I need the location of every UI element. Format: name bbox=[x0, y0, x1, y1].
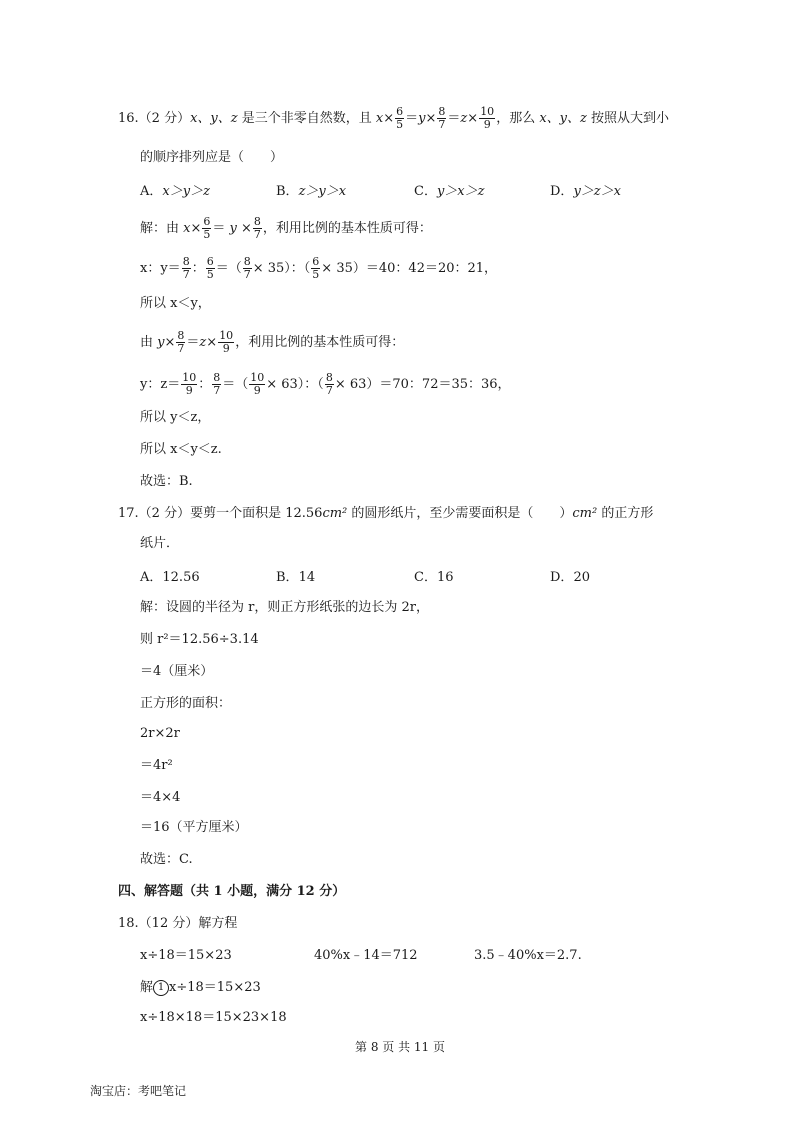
q16-line1: 16.（2 分）x、y、z 是三个非零自然数，且 x× $\frac{6}{5}$ ＝y× $\frac{8}{7}$ ＝z× $\frac{10}{9}$ ，那么 x、y、z 按照从大到小 bbox=[118, 105, 669, 131]
q16-option-a: A．x＞y＞z bbox=[140, 184, 210, 199]
q17-option-d: D．20 bbox=[550, 570, 590, 585]
q16-vars-2: x、y、z bbox=[539, 111, 587, 126]
q16-answer: 故选：B. bbox=[140, 474, 193, 489]
q17-option-c: C．16 bbox=[414, 570, 454, 585]
page-footer: 第 8 页 共 11 页 bbox=[355, 1040, 445, 1054]
q16-option-d: D．y＞z＞x bbox=[550, 184, 621, 199]
q17-sol-0: 解：设圆的半径为 r，则正方形纸张的边长为 2r， bbox=[140, 600, 429, 615]
shop-label: 淘宝店：考吧笔记 bbox=[90, 1084, 187, 1098]
q16-ratio1: x：y＝ $\frac{8}{7}$ ： $\frac{6}{5}$ ＝（ $\frac{8}{7}$ × 35）：（ $\frac{6}{5}$ × 35）＝40：42＝20：21， bbox=[140, 255, 498, 281]
frac-10-9: $\frac{10}{9}$ bbox=[480, 105, 495, 131]
q16-vars: x、y、z bbox=[190, 111, 238, 126]
q16-ratio2: y：z＝ $\frac{10}{9}$ ： $\frac{8}{7}$ ＝（ $\frac{10}{9}$ × 63）：（ $\frac{8}{7}$ × 63）＝70：72＝35：36， bbox=[140, 371, 511, 397]
q16-line2: 的顺序排列应是（ ） bbox=[140, 150, 284, 165]
q17-sol-3: 正方形的面积： bbox=[140, 696, 232, 711]
circled-number: 1 bbox=[153, 980, 169, 996]
q16-so3: 所以 x＜y＜z. bbox=[140, 442, 222, 457]
q16-solution-line1: 解：由 x× $\frac{6}{5}$ ＝ y × $\frac{8}{7}$ ，利用比例的基本性质可得： bbox=[140, 215, 432, 241]
q18-head: 18.（12 分）解方程 bbox=[118, 916, 238, 931]
q16-text2: ，那么 bbox=[496, 111, 540, 126]
frac-6-5: $\frac{6}{5}$ bbox=[396, 105, 404, 131]
q16-text3: 按照从大到小 bbox=[586, 111, 669, 126]
q16-solution-line2: 由 y× $\frac{8}{7}$ ＝z× $\frac{10}{9}$ ，利用比例的基本性质可得： bbox=[140, 329, 405, 355]
q16-option-c: C．y＞x＞z bbox=[414, 184, 485, 199]
frac-8-7: $\frac{8}{7}$ bbox=[438, 105, 446, 131]
q18-eq1: x÷18＝15×23 bbox=[140, 948, 232, 963]
q18-eq2: 40%x﹣14＝712 bbox=[314, 948, 418, 963]
q18-eq3: 3.5﹣40%x＝2.7. bbox=[474, 948, 582, 963]
q17-line1: 17.（2 分）要剪一个面积是 12.56cm² 的圆形纸片，至少需要面积是（ ）cm² 的正方形 bbox=[118, 506, 654, 521]
q17-option-a: A．12.56 bbox=[140, 570, 200, 585]
q17-sol-7: ＝16（平方厘米） bbox=[140, 820, 248, 835]
q18-sol1: 解 1 x÷18＝15×23 bbox=[140, 980, 261, 995]
q17-sol-1: 则 r²＝12.56÷3.14 bbox=[140, 632, 259, 647]
q17-line2: 纸片． bbox=[140, 536, 180, 551]
q16-head: 16.（2 分） bbox=[118, 111, 191, 126]
q17-sol-2: ＝4（厘米） bbox=[140, 664, 214, 679]
q16-option-b: B．z＞y＞x bbox=[276, 184, 347, 199]
q17-sol-6: ＝4×4 bbox=[140, 790, 181, 805]
q16-so1: 所以 x＜y， bbox=[140, 296, 211, 311]
section-title: 四、解答题（共 1 小题，满分 12 分） bbox=[118, 884, 346, 899]
q16-text1: 是三个非零自然数，且 bbox=[237, 111, 376, 126]
q17-sol-5: ＝4r² bbox=[140, 758, 173, 773]
q16-so2: 所以 y＜z， bbox=[140, 410, 211, 425]
q17-sol-4: 2r×2r bbox=[140, 726, 180, 741]
q18-sol2: x÷18×18＝15×23×18 bbox=[140, 1010, 287, 1025]
q17-option-b: B．14 bbox=[276, 570, 316, 585]
q17-sol-8: 故选：C. bbox=[140, 852, 193, 867]
